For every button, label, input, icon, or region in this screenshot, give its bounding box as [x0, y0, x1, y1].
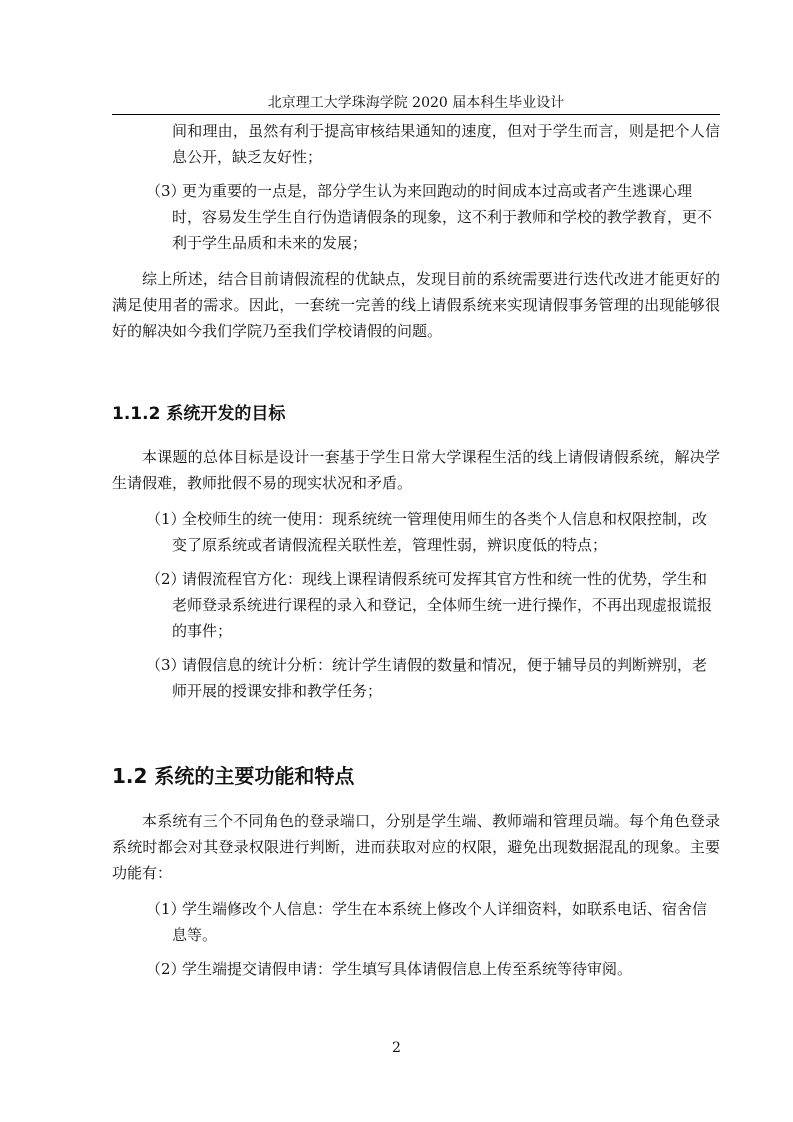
list-item [112, 178, 720, 256]
list-text: 学生端修改个人信息：学生在本系统上修改个人详细资料，如联系电话、宿舍信息等。 [172, 900, 708, 944]
list-marker: （2） [146, 570, 186, 588]
continuation-text: 间和理由，虽然有利于提高审核结果通知的速度，但对于学生而言，则是把个人信息公开，缺乏友好性； [172, 122, 720, 166]
running-header: 北京理工大学珠海学院 2020 届本科生毕业设计 [267, 95, 565, 111]
page-number: 2 [392, 1040, 401, 1056]
list-text: 请假流程官方化：现线上课程请假系统可发挥其官方性和统一性的优势，学生和老师登录系统进行课程的录入和登记，全体师生统一进行操作，不再出现虚报谎报的事件； [172, 570, 713, 640]
list-item [112, 956, 720, 982]
header-rule [112, 114, 720, 115]
list-item [112, 566, 720, 644]
list-text: 全校师生的统一使用：现系统统一管理使用师生的各类个人信息和权限控制，改变了原系统或者请假流程关联性差，管理性弱，辨识度低的特点； [172, 510, 708, 554]
list-text: 请假信息的统计分析：统计学生请假的数量和情况，便于辅导员的判断辨别，老师开展的授课安排和教学任务； [172, 656, 708, 700]
summary-paragraph: 综上所述，结合目前请假流程的优缺点，发现目前的系统需要进行迭代改进才能更好的满足使用者的需求。因此，一套统一完善的线上请假系统来实现请假事务管理的出现能够很好的解决如今我们学院乃至我们学校请假的问题。 [112, 270, 720, 340]
list-marker: （2） [146, 960, 186, 978]
list-text: 学生端提交请假申请：学生填写具体请假信息上传至系统等待审阅。 [182, 960, 633, 978]
section-intro: 本系统有三个不同角色的登录端口，分别是学生端、教师端和管理员端。每个角色登录系统时都会对其登录权限进行判断，进而获取对应的权限，避免出现数据混乱的现象。主要功能有： [112, 812, 720, 882]
list-marker: （3） [146, 182, 186, 200]
section-intro: 本课题的总体目标是设计一套基于学生日常大学课程生活的线上请假请假系统，解决学生请假难，教师批假不易的现实状况和矛盾。 [112, 448, 720, 492]
list-marker: （1） [146, 900, 186, 918]
section-heading-1-1-2: 1.1.2 系统开发的目标 [112, 404, 286, 424]
list-marker: （1） [146, 510, 186, 528]
list-item [112, 506, 720, 558]
page-body [112, 118, 720, 982]
section-heading-1-2: 1.2 系统的主要功能和特点 [112, 764, 355, 788]
list-text: 更为重要的一点是，部分学生认为来回跑动的时间成本过高或者产生逃课心理时，容易发生学生自行伪造请假条的现象，这不利于教师和学校的教学教育，更不利于学生品质和未来的发展； [172, 182, 713, 252]
list-item [112, 896, 720, 948]
list-item [112, 652, 720, 704]
list-marker: （3） [146, 656, 186, 674]
